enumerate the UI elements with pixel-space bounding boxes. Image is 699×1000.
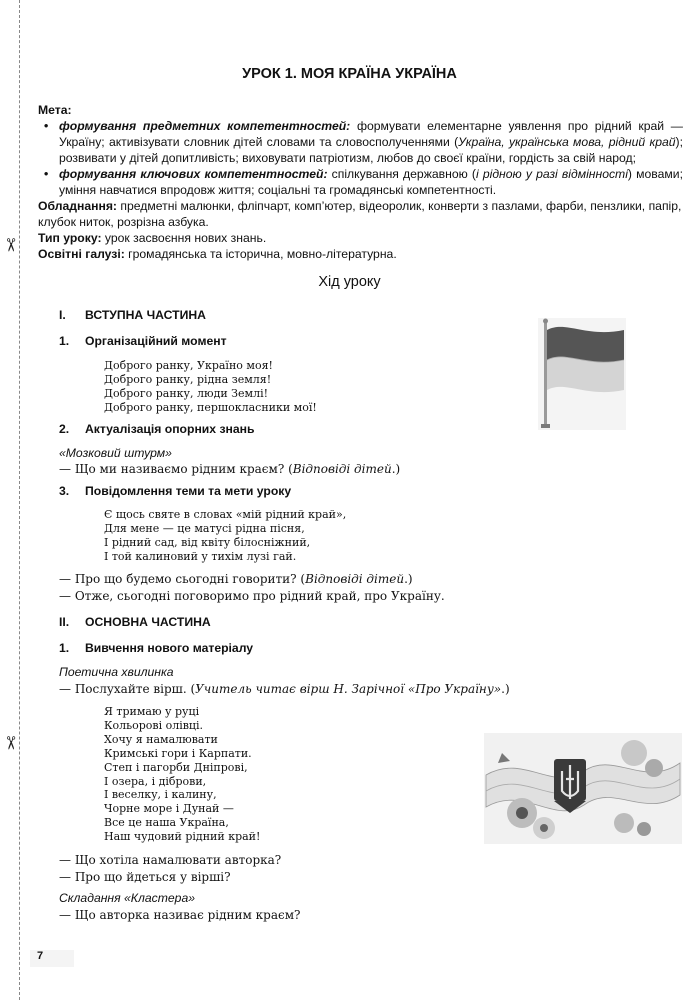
question-line: — Про що будемо сьогодні говорити? (Відповіді дітей.) — [59, 572, 413, 586]
statement-line: — Отже, сьогодні поговоримо про рідний край, про Україну. — [59, 589, 445, 603]
bullet-icon: • — [44, 119, 49, 133]
lesson-title: УРОК 1. МОЯ КРАЇНА УКРАЇНА — [242, 66, 457, 82]
cut-line — [19, 0, 20, 1000]
goal-label: Мета: — [38, 103, 72, 117]
question-line: — Що авторка називає рідним краєм? — [59, 908, 301, 922]
course-heading: Хід уроку — [318, 274, 381, 290]
brainstorm-label: «Мозковий штурм» — [59, 446, 172, 460]
flag-icon — [538, 318, 626, 430]
lesson-type: Тип уроку: урок засвоєння нових знань. — [38, 231, 267, 245]
land-poem: Є щось святе в словах «мій рідний край», Для мене — це матусі рідна пісня, І рідний сад, від квіту білосніжний, І той калиновий у тихім лузі гай. — [104, 508, 347, 563]
cluster-label: Складання «Кластера» — [59, 891, 196, 905]
equipment: Обладнання: предметні малюнки, фліпчарт, комп’ютер, відеоролик, конверти з пазлами, фарби, пензлики, папір, клубок ниток, розрізна азбука. — [38, 199, 682, 229]
poetic-minute-label: Поетична хвилинка — [59, 665, 174, 679]
question-line: — Що ми називаємо рідним краєм? (Відповіді дітей.) — [59, 462, 401, 476]
education-areas: Освітні галузі: громадянська та історична, мовно-літературна. — [38, 247, 397, 261]
question-line: — Про що йдеться у вірші? — [59, 870, 231, 884]
lesson-intro — [38, 102, 683, 262]
scissors-icon: ✂ — [0, 735, 21, 751]
goal-bullet-1: • формування предметних компетентностей: формувати елементарне уявлення про рідний край — Україну; активізувати словник дітей словами та словосполученнями (Україна, українська мова, рідний край); розвивати у дітей допитливість; виховувати патріотизм, любов до своєї країни, гордість за свій народ; — [44, 119, 683, 165]
bullet-icon: • — [44, 167, 49, 181]
greeting-poem: Доброго ранку, Україно моя! Доброго ранку, рідна земля! Доброго ранку, люди Землі! Доброго ранку, першокласники мої! — [104, 359, 317, 414]
ukraine-poem: Я тримаю у руці Кольорові олівці. Хочу я намалювати Кримські гори і Карпати. Степ і пагорби Дніпрові, І озера, і діброви, І веселку, і калину, Чорне море і Дунай — Все це наша Україна, Наш чудовий рідний край! — [104, 705, 261, 844]
flag-image — [538, 318, 626, 430]
instruction-line: — Послухайте вірш. (Учитель читає вірш Н. Зарічної «Про Україну».) — [59, 682, 510, 696]
page-number: 7 — [37, 950, 44, 962]
trident-emblem-image — [484, 733, 682, 844]
emblem-icon — [484, 733, 682, 844]
question-line: — Що хотіла намалювати авторка? — [59, 853, 282, 867]
goal-bullet-2: • формування ключових компетентностей: спілкування державною (і рідною у разі відмінності) мовами; уміння навчатися впродовж життя; соціальні та громадянські компетентності. — [44, 167, 683, 197]
scissors-icon: ✂ — [0, 237, 21, 253]
